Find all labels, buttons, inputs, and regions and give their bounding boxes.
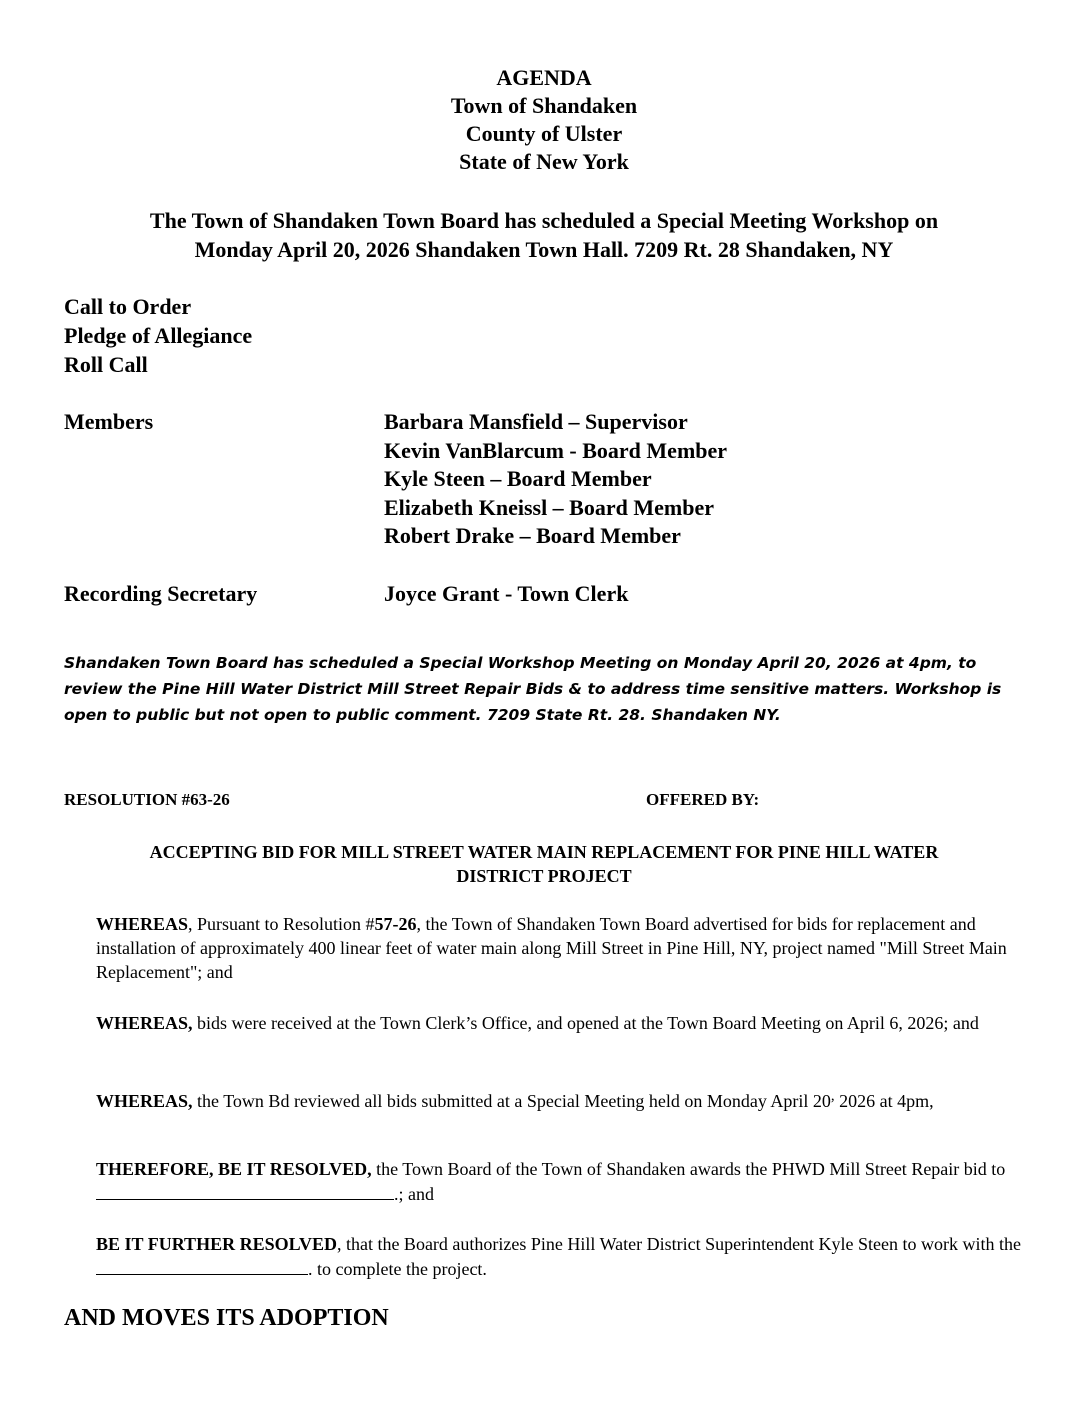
- member-item: Barbara Mansfield – Supervisor: [384, 409, 688, 434]
- paragraph-text: the Town Bd reviewed all bids submitted at a Special Meeting held on Monday April 20: [192, 1091, 831, 1111]
- header-town: Town of Shandaken: [450, 93, 638, 118]
- paragraph-text: the Town Board of the Town of Shandaken awards the PHWD Mill Street Repair bid to: [371, 1159, 1006, 1179]
- workshop-notice-line-3: open to public but not open to public comment. 7209 State Rt. 28. Shandaken NY.: [64, 706, 781, 724]
- recording-secretary-value: Joyce Grant - Town Clerk: [384, 581, 629, 606]
- order-item-call-to-order: Call to Order: [64, 294, 192, 319]
- awardee-blank: [96, 1181, 394, 1200]
- resolution-title: [40, 840, 1048, 888]
- order-of-business: [64, 292, 252, 379]
- order-item-pledge: Pledge of Allegiance: [64, 323, 253, 348]
- paragraph-text: , that the Board authorizes Pine Hill Water District Superintendent Kyle Steen to work with the: [336, 1234, 1022, 1254]
- paragraph-text: .; and: [394, 1184, 434, 1204]
- offered-by: OFFERED BY:: [646, 790, 760, 809]
- header-state: State of New York: [459, 149, 629, 174]
- paragraph-text: , Pursuant to Resolution #: [188, 914, 375, 934]
- paragraph-text: . to complete the project.: [308, 1259, 487, 1279]
- whereas-paragraph-1: [96, 912, 1031, 984]
- member-item: Kyle Steen – Board Member: [384, 466, 652, 491]
- whereas-lead: WHEREAS,: [96, 1013, 193, 1033]
- notice-line-2: Monday April 20, 2026 Shandaken Town Hall. 7209 Rt. 28 Shandaken, NY: [194, 237, 894, 262]
- meeting-notice: [40, 206, 1048, 264]
- resolution-ref-number: 57-26: [374, 914, 417, 934]
- paragraph-text: bids were received at the Town Clerk’s Office, and opened at the Town Board Meeting on April 6, 2026; and: [192, 1013, 979, 1033]
- workshop-notice-line-2: review the Pine Hill Water District Mill Street Repair Bids & to address time sensitive matters. Workshop is: [64, 680, 1002, 698]
- moves-adoption: AND MOVES ITS ADOPTION: [64, 1305, 389, 1331]
- whereas-paragraph-3: [96, 1084, 1031, 1113]
- whereas-lead: WHEREAS: [96, 914, 189, 934]
- workshop-notice: [64, 650, 1044, 728]
- resolved-lead: THEREFORE, BE IT RESOLVED,: [96, 1159, 372, 1179]
- members-list: [384, 408, 727, 551]
- resolution-title-line-2: DISTRICT PROJECT: [456, 866, 632, 886]
- header-county: County of Ulster: [465, 121, 623, 146]
- workshop-notice-line-1: Shandaken Town Board has scheduled a Special Workshop Meeting on Monday April 20, 2026 at 4pm, to: [64, 654, 977, 672]
- whereas-lead: WHEREAS,: [96, 1091, 193, 1111]
- order-item-roll-call: Roll Call: [64, 352, 148, 377]
- contractor-blank: [96, 1256, 308, 1275]
- member-item: Kevin VanBlarcum - Board Member: [384, 437, 728, 463]
- further-resolved-lead: BE IT FURTHER RESOLVED: [96, 1234, 337, 1254]
- member-item: Robert Drake – Board Member: [384, 523, 681, 548]
- whereas-paragraph-2: [96, 1011, 1031, 1035]
- member-item: Elizabeth Kneissl – Board Member: [384, 494, 714, 520]
- paragraph-text: 2026 at 4pm,: [834, 1091, 934, 1111]
- further-resolved-paragraph: [96, 1232, 1031, 1281]
- superscript-comma: ,: [830, 1088, 835, 1104]
- resolved-paragraph: [96, 1157, 1031, 1206]
- resolution-number: RESOLUTION #63-26: [64, 790, 230, 809]
- members-label: Members: [64, 409, 154, 434]
- paragraph-text: , the Town of Shandaken Town Board advertised for bids for replacement and installation of approximately 400 linear feet of water main along Mill Street in Pine Hill, NY, project named "Mill Street Main Replacement"; and: [96, 914, 1007, 982]
- resolution-title-line-1: ACCEPTING BID FOR MILL STREET WATER MAIN REPLACEMENT FOR PINE HILL WATER: [149, 842, 939, 862]
- notice-line-1: The Town of Shandaken Town Board has scheduled a Special Meeting Workshop on: [149, 208, 939, 233]
- header-agenda: AGENDA: [496, 65, 592, 90]
- agenda-header: [0, 64, 1088, 176]
- recording-secretary-label: Recording Secretary: [64, 581, 258, 606]
